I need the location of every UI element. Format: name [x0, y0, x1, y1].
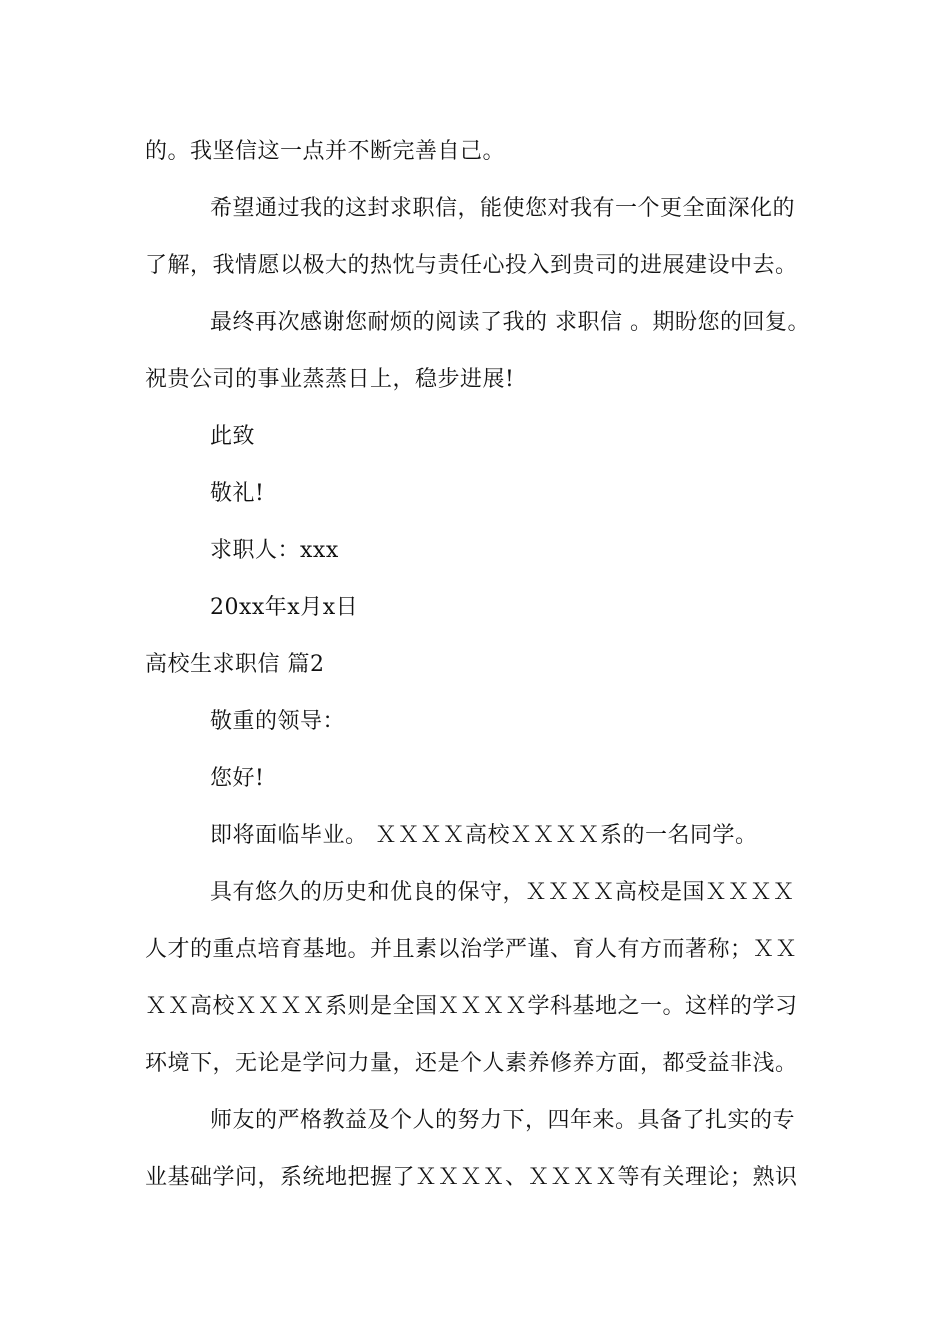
text-line: 业基础学问，系统地把握了ＸＸＸＸ、ＸＸＸＸ等有关理论；熟识	[145, 1165, 798, 1190]
paragraph-line: 希望通过我的这封求职信，能使您对我有一个更全面深化的	[210, 196, 796, 221]
text-line: 人才的重点培育基地。并且素以治学严谨、育人有方而著称；ＸＸ	[145, 937, 798, 962]
paragraph-line: 最终再次感谢您耐烦的阅读了我的 求职信 。期盼您的回复。	[210, 310, 810, 335]
text-line: 祝贵公司的事业蒸蒸日上，稳步进展!	[145, 367, 515, 392]
text-line: 环境下，无论是学问力量，还是个人素养修养方面，都受益非浅。	[145, 1051, 798, 1076]
greeting-line: 您好!	[210, 766, 265, 791]
text-line: 的。我坚信这一点并不断完善自己。	[145, 139, 506, 164]
date-line: 20xx年x月x日	[210, 595, 359, 620]
signature-line: 求职人：xxx	[210, 538, 339, 563]
closing-line: 敬礼!	[210, 481, 265, 506]
paragraph-line: 即将面临毕业。 ＸＸＸＸ高校ＸＸＸＸ系的一名同学。	[210, 823, 758, 848]
text-line: ＸＸ高校ＸＸＸＸ系则是全国ＸＸＸＸ学科基地之一。这样的学习	[145, 994, 798, 1019]
paragraph-line: 师友的严格教益及个人的努力下，四年来。具备了扎实的专	[210, 1108, 796, 1133]
salutation-line: 敬重的领导：	[210, 709, 346, 734]
closing-line: 此致	[210, 424, 256, 449]
text-line: 了解，我情愿以极大的热忱与责任心投入到贵司的进展建设中去。	[145, 253, 798, 278]
section-title: 高校生求职信 篇2	[145, 652, 325, 677]
paragraph-line: 具有悠久的历史和优良的保守，ＸＸＸＸ高校是国ＸＸＸＸ	[210, 880, 796, 905]
